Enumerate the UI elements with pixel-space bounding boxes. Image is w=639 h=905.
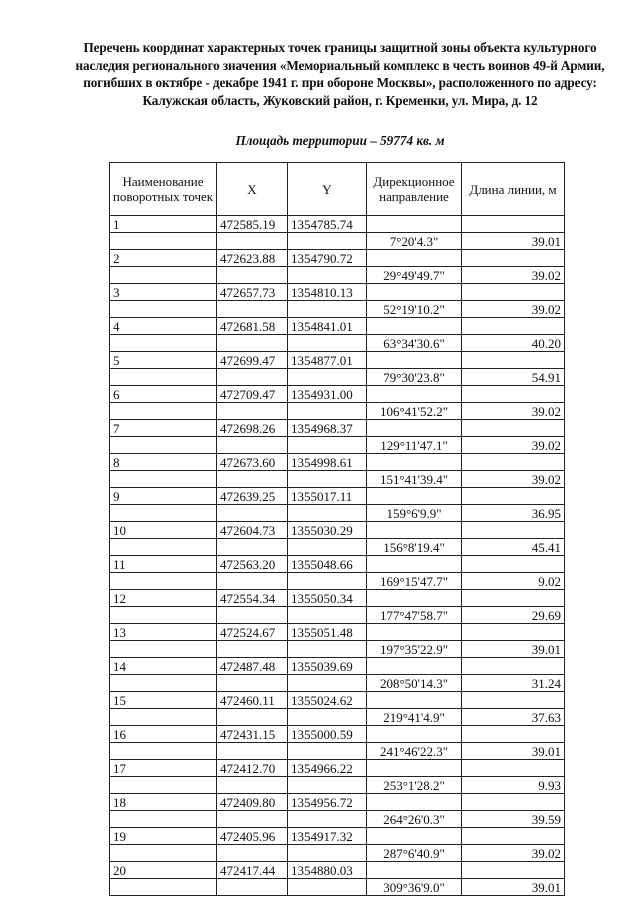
empty-cell — [462, 522, 565, 539]
segment-direction: 52°19'10.2" — [367, 301, 462, 318]
point-number: 10 — [110, 522, 217, 539]
point-y: 1355024.62 — [288, 692, 367, 709]
segment-length: 37.63 — [462, 709, 565, 726]
empty-cell — [110, 811, 217, 828]
empty-cell — [217, 743, 288, 760]
empty-cell — [288, 675, 367, 692]
empty-cell — [288, 233, 367, 250]
point-row — [110, 862, 565, 879]
segment-row — [110, 573, 565, 590]
segment-row — [110, 811, 565, 828]
point-row — [110, 284, 565, 301]
point-row — [110, 556, 565, 573]
segment-length: 45.41 — [462, 539, 565, 556]
point-row — [110, 420, 565, 437]
empty-cell — [110, 573, 217, 590]
segment-length: 39.01 — [462, 879, 565, 896]
point-row — [110, 250, 565, 267]
segment-length: 39.02 — [462, 301, 565, 318]
empty-cell — [462, 556, 565, 573]
point-number: 9 — [110, 488, 217, 505]
empty-cell — [462, 454, 565, 471]
empty-cell — [462, 828, 565, 845]
point-y: 1354998.61 — [288, 454, 367, 471]
empty-cell — [110, 709, 217, 726]
point-number: 3 — [110, 284, 217, 301]
segment-row — [110, 539, 565, 556]
empty-cell — [367, 488, 462, 505]
empty-cell — [217, 505, 288, 522]
empty-cell — [288, 573, 367, 590]
empty-cell — [288, 709, 367, 726]
point-row — [110, 794, 565, 811]
segment-direction: 29°49'49.7" — [367, 267, 462, 284]
empty-cell — [217, 641, 288, 658]
segment-direction: 253°1'28.2" — [367, 777, 462, 794]
header-x: X — [217, 163, 288, 216]
point-y: 1355039.69 — [288, 658, 367, 675]
empty-cell — [462, 760, 565, 777]
empty-cell — [110, 471, 217, 488]
point-row — [110, 352, 565, 369]
segment-length: 39.01 — [462, 743, 565, 760]
empty-cell — [288, 267, 367, 284]
point-x: 472657.73 — [217, 284, 288, 301]
segment-length: 39.02 — [462, 845, 565, 862]
empty-cell — [462, 590, 565, 607]
point-number: 12 — [110, 590, 217, 607]
point-x: 472487.48 — [217, 658, 288, 675]
empty-cell — [367, 420, 462, 437]
empty-cell — [217, 437, 288, 454]
empty-cell — [217, 709, 288, 726]
point-y: 1354956.72 — [288, 794, 367, 811]
document-title: Перечень координат характерных точек границы защитной зоны объекта культурного наследия регионального значения «Мемориальный комплекс в честь воинов 49-й Армии, погибших в октябре - декабре 1941 г. при обороне Москвы», расположенного по адресу: Калужская область, Жуковский район, г. Кременки, ул. Мира, д. 12 — [75, 40, 605, 108]
empty-cell — [288, 607, 367, 624]
point-x: 472639.25 — [217, 488, 288, 505]
point-y: 1355017.11 — [288, 488, 367, 505]
empty-cell — [462, 318, 565, 335]
table-header-row — [110, 163, 565, 216]
point-x: 472698.26 — [217, 420, 288, 437]
empty-cell — [110, 301, 217, 318]
point-y: 1354877.01 — [288, 352, 367, 369]
empty-cell — [288, 811, 367, 828]
empty-cell — [462, 352, 565, 369]
point-x: 472409.80 — [217, 794, 288, 811]
empty-cell — [367, 250, 462, 267]
segment-row — [110, 301, 565, 318]
empty-cell — [217, 403, 288, 420]
empty-cell — [462, 658, 565, 675]
point-x: 472673.60 — [217, 454, 288, 471]
empty-cell — [462, 250, 565, 267]
empty-cell — [288, 335, 367, 352]
empty-cell — [288, 777, 367, 794]
point-number: 14 — [110, 658, 217, 675]
point-row — [110, 318, 565, 335]
empty-cell — [367, 828, 462, 845]
empty-cell — [462, 488, 565, 505]
segment-direction: 63°34'30.6" — [367, 335, 462, 352]
point-x: 472699.47 — [217, 352, 288, 369]
segment-direction: 7°20'4.3" — [367, 233, 462, 250]
segment-direction: 241°46'22.3" — [367, 743, 462, 760]
point-number: 5 — [110, 352, 217, 369]
segment-length: 31.24 — [462, 675, 565, 692]
point-y: 1355048.66 — [288, 556, 367, 573]
empty-cell — [217, 879, 288, 896]
segment-length: 39.02 — [462, 471, 565, 488]
segment-row — [110, 743, 565, 760]
segment-length: 9.93 — [462, 777, 565, 794]
point-row — [110, 692, 565, 709]
point-x: 472417.44 — [217, 862, 288, 879]
empty-cell — [367, 352, 462, 369]
point-number: 11 — [110, 556, 217, 573]
point-y: 1355051.48 — [288, 624, 367, 641]
empty-cell — [367, 726, 462, 743]
empty-cell — [110, 233, 217, 250]
point-number: 15 — [110, 692, 217, 709]
segment-row — [110, 879, 565, 896]
segment-length: 36.95 — [462, 505, 565, 522]
segment-length: 9.02 — [462, 573, 565, 590]
empty-cell — [110, 539, 217, 556]
point-number: 18 — [110, 794, 217, 811]
empty-cell — [462, 862, 565, 879]
point-y: 1354917.32 — [288, 828, 367, 845]
empty-cell — [110, 505, 217, 522]
point-number: 1 — [110, 216, 217, 233]
point-x: 472563.20 — [217, 556, 288, 573]
segment-direction: 219°41'4.9" — [367, 709, 462, 726]
point-row — [110, 828, 565, 845]
segment-row — [110, 845, 565, 862]
empty-cell — [288, 403, 367, 420]
coordinates-table — [109, 162, 565, 896]
empty-cell — [217, 233, 288, 250]
empty-cell — [367, 522, 462, 539]
point-y: 1354790.72 — [288, 250, 367, 267]
point-row — [110, 658, 565, 675]
segment-row — [110, 267, 565, 284]
segment-row — [110, 437, 565, 454]
empty-cell — [110, 607, 217, 624]
empty-cell — [110, 403, 217, 420]
empty-cell — [110, 777, 217, 794]
empty-cell — [367, 658, 462, 675]
empty-cell — [288, 539, 367, 556]
point-row — [110, 454, 565, 471]
segment-direction: 177°47'58.7" — [367, 607, 462, 624]
territory-area: Площадь территории – 59774 кв. м — [235, 133, 445, 148]
point-x: 472431.15 — [217, 726, 288, 743]
header-y: Y — [288, 163, 367, 216]
empty-cell — [110, 845, 217, 862]
point-y: 1354810.13 — [288, 284, 367, 301]
empty-cell — [367, 386, 462, 403]
empty-cell — [462, 692, 565, 709]
segment-length: 39.01 — [462, 641, 565, 658]
empty-cell — [217, 607, 288, 624]
segment-direction: 169°15'47.7" — [367, 573, 462, 590]
empty-cell — [288, 641, 367, 658]
segment-row — [110, 335, 565, 352]
segment-length: 39.02 — [462, 437, 565, 454]
empty-cell — [367, 862, 462, 879]
segment-row — [110, 641, 565, 658]
empty-cell — [217, 845, 288, 862]
point-number: 7 — [110, 420, 217, 437]
empty-cell — [217, 335, 288, 352]
empty-cell — [462, 624, 565, 641]
point-number: 17 — [110, 760, 217, 777]
empty-cell — [110, 743, 217, 760]
point-number: 20 — [110, 862, 217, 879]
point-row — [110, 760, 565, 777]
empty-cell — [367, 556, 462, 573]
segment-direction: 106°41'52.2" — [367, 403, 462, 420]
empty-cell — [367, 760, 462, 777]
empty-cell — [110, 369, 217, 386]
empty-cell — [288, 301, 367, 318]
header-length: Длина линии, м — [462, 163, 565, 216]
empty-cell — [110, 437, 217, 454]
point-y: 1355030.29 — [288, 522, 367, 539]
point-x: 472554.34 — [217, 590, 288, 607]
point-x: 472412.70 — [217, 760, 288, 777]
point-row — [110, 386, 565, 403]
empty-cell — [367, 794, 462, 811]
empty-cell — [217, 675, 288, 692]
segment-direction: 197°35'22.9" — [367, 641, 462, 658]
empty-cell — [217, 301, 288, 318]
segment-length: 39.02 — [462, 403, 565, 420]
segment-length: 39.02 — [462, 267, 565, 284]
segment-direction: 287°6'40.9" — [367, 845, 462, 862]
point-x: 472460.11 — [217, 692, 288, 709]
empty-cell — [110, 267, 217, 284]
point-y: 1354968.37 — [288, 420, 367, 437]
table-body — [110, 216, 565, 896]
point-number: 2 — [110, 250, 217, 267]
header-direction: Дирекционное направление — [367, 163, 462, 216]
empty-cell — [217, 369, 288, 386]
empty-cell — [110, 641, 217, 658]
segment-length: 39.59 — [462, 811, 565, 828]
segment-row — [110, 471, 565, 488]
empty-cell — [217, 573, 288, 590]
empty-cell — [367, 454, 462, 471]
segment-row — [110, 369, 565, 386]
empty-cell — [288, 437, 367, 454]
point-row — [110, 488, 565, 505]
empty-cell — [367, 590, 462, 607]
empty-cell — [367, 284, 462, 301]
empty-cell — [110, 675, 217, 692]
point-y: 1355050.34 — [288, 590, 367, 607]
segment-length: 54.91 — [462, 369, 565, 386]
empty-cell — [110, 335, 217, 352]
segment-length: 29.69 — [462, 607, 565, 624]
segment-row — [110, 709, 565, 726]
point-x: 472709.47 — [217, 386, 288, 403]
empty-cell — [367, 692, 462, 709]
point-number: 6 — [110, 386, 217, 403]
empty-cell — [217, 811, 288, 828]
segment-direction: 264°26'0.3" — [367, 811, 462, 828]
point-y: 1354931.00 — [288, 386, 367, 403]
segment-row — [110, 505, 565, 522]
empty-cell — [288, 879, 367, 896]
point-y: 1355000.59 — [288, 726, 367, 743]
empty-cell — [462, 794, 565, 811]
point-row — [110, 216, 565, 233]
segment-row — [110, 233, 565, 250]
point-y: 1354785.74 — [288, 216, 367, 233]
segment-direction: 309°36'9.0" — [367, 879, 462, 896]
point-x: 472681.58 — [217, 318, 288, 335]
empty-cell — [217, 267, 288, 284]
empty-cell — [288, 505, 367, 522]
segment-direction: 208°50'14.3" — [367, 675, 462, 692]
segment-row — [110, 675, 565, 692]
point-number: 4 — [110, 318, 217, 335]
point-number: 13 — [110, 624, 217, 641]
empty-cell — [110, 879, 217, 896]
empty-cell — [462, 216, 565, 233]
segment-row — [110, 777, 565, 794]
segment-direction: 79°30'23.8" — [367, 369, 462, 386]
segment-length: 40.20 — [462, 335, 565, 352]
point-row — [110, 624, 565, 641]
point-number: 16 — [110, 726, 217, 743]
empty-cell — [367, 624, 462, 641]
point-y: 1354966.22 — [288, 760, 367, 777]
empty-cell — [367, 216, 462, 233]
segment-length: 39.01 — [462, 233, 565, 250]
point-y: 1354880.03 — [288, 862, 367, 879]
empty-cell — [288, 369, 367, 386]
point-y: 1354841.01 — [288, 318, 367, 335]
empty-cell — [288, 743, 367, 760]
empty-cell — [462, 726, 565, 743]
point-x: 472623.88 — [217, 250, 288, 267]
segment-direction: 159°6'9.9" — [367, 505, 462, 522]
empty-cell — [367, 318, 462, 335]
segment-direction: 129°11'47.1" — [367, 437, 462, 454]
segment-direction: 156°8'19.4" — [367, 539, 462, 556]
empty-cell — [462, 386, 565, 403]
point-number: 19 — [110, 828, 217, 845]
point-row — [110, 522, 565, 539]
point-row — [110, 590, 565, 607]
point-x: 472524.67 — [217, 624, 288, 641]
empty-cell — [288, 471, 367, 488]
point-row — [110, 726, 565, 743]
empty-cell — [217, 777, 288, 794]
header-point-name: Наименование поворотных точек — [110, 163, 217, 216]
empty-cell — [288, 845, 367, 862]
segment-direction: 151°41'39.4" — [367, 471, 462, 488]
empty-cell — [462, 420, 565, 437]
point-number: 8 — [110, 454, 217, 471]
segment-row — [110, 607, 565, 624]
point-x: 472405.96 — [217, 828, 288, 845]
empty-cell — [217, 539, 288, 556]
segment-row — [110, 403, 565, 420]
empty-cell — [462, 284, 565, 301]
point-x: 472604.73 — [217, 522, 288, 539]
point-x: 472585.19 — [217, 216, 288, 233]
empty-cell — [217, 471, 288, 488]
